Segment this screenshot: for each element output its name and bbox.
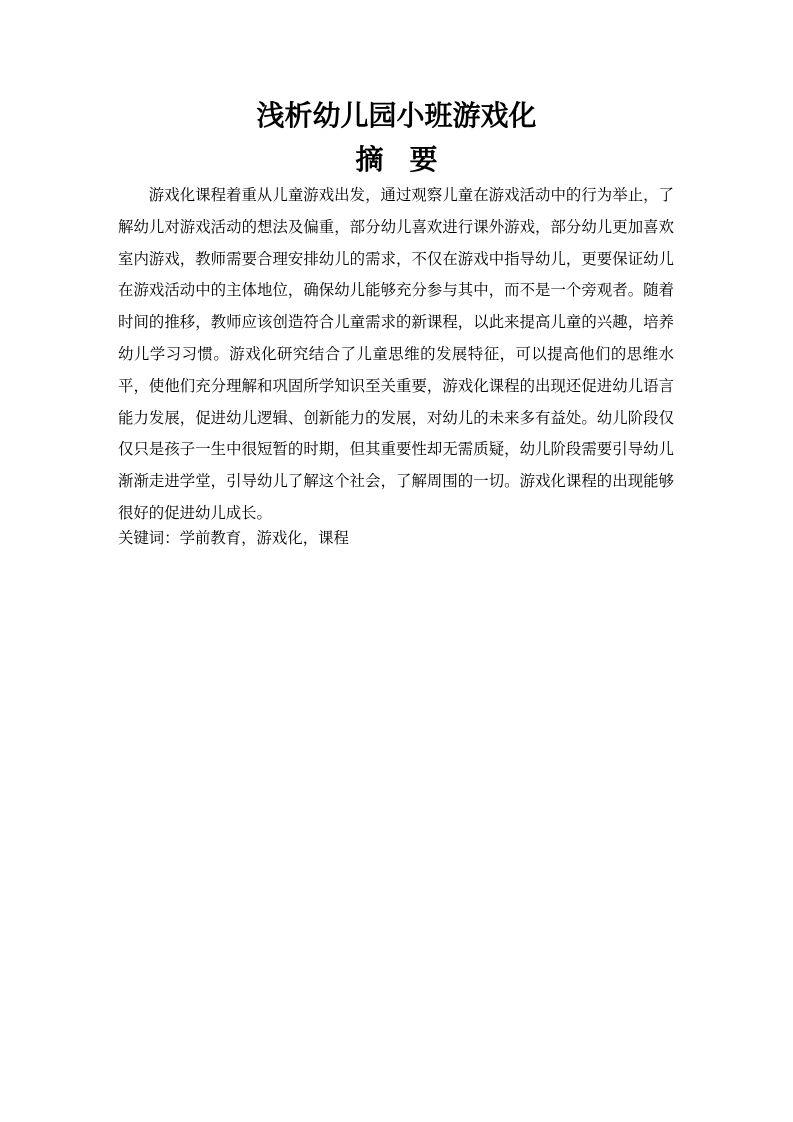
abstract-heading: 摘要 [355, 143, 464, 176]
keywords-line: 关键词：学前教育，游戏化，课程 [118, 529, 349, 547]
abstract-paragraph: 游戏化课程着重从儿童游戏出发，通过观察儿童在游戏活动中的行为举止，了解幼儿对游戏活动的想法及偏重，部分幼儿喜欢进行课外游戏，部分幼儿更加喜欢室内游戏，教师需要合理安排幼儿的需求，不仅在游戏中指导幼儿，更要保证幼儿在游戏活动中的主体地位，确保幼儿能够充分参与其中，而不是一个旁观者。随着时间的推移，教师应该创造符合儿童需求的新课程，以此来提高儿童的兴趣，培养幼儿学习习惯。游戏化研究结合了儿童思维的发展特征，可以提高他们的思维水平，使他们充分理解和巩固所学知识至关重要，游戏化课程的出现还促进幼儿语言能力发展，促进幼儿逻辑、创新能力的发展，对幼儿的未来多有益处。幼儿阶段仅仅只是孩子一生中很短暂的时期，但其重要性却无需质疑，幼儿阶段需要引导幼儿渐渐走进学堂，引导幼儿了解这个社会，了解周围的一切。游戏化课程的出现能够很好的促进幼儿成长。 [118, 186, 674, 522]
document-title: 浅析幼儿园小班游戏化 [256, 99, 537, 132]
